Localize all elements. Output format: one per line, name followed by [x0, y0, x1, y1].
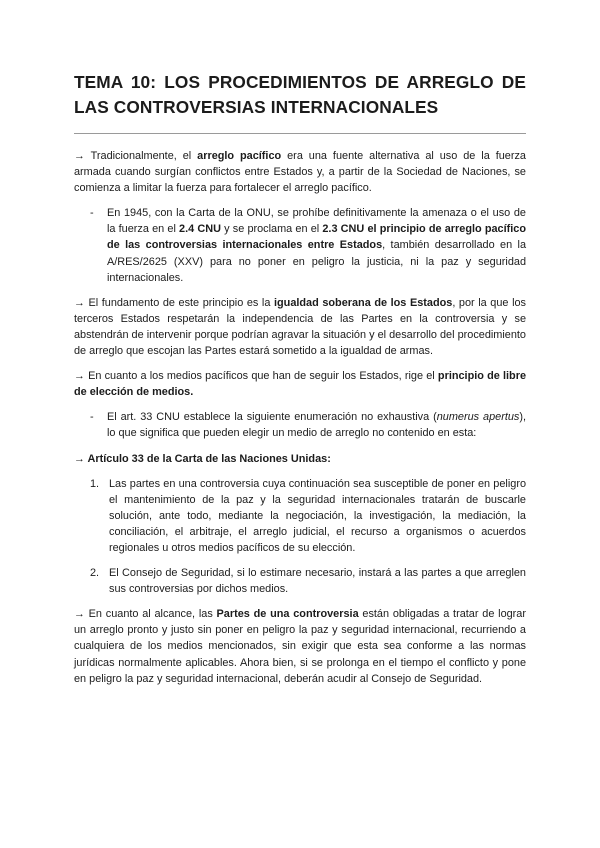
page-title: TEMA 10: LOS PROCEDIMIENTOS DE ARREGLO DE LAS CONTROVERSIAS INTERNACIONALES	[74, 72, 526, 117]
arrow-icon: →	[74, 296, 85, 309]
numbered-item-1: 1. Las partes en una controversia cuya continuación sea susceptible de poner en peligro el mantenimiento de la paz y la seguridad internacionales tratarán de buscarle solución, ante todo, mediante la negociación, la investigación, la mediación, la conciliación, el arbitraje, el arreglo judicial, el recurso a organismos o acuerdos regionales u otros medios pacíficos de su elección.	[90, 477, 526, 554]
item-number: 1.	[90, 477, 100, 490]
dash-bullet: -	[90, 411, 94, 424]
paragraph-alcance: → En cuanto al alcance, las Partes de una controversia están obligadas a tratar de lograr un arreglo pronto y justo sin poner en peligro la paz y seguridad internacional, recurriendo a cualquiera de los medios mencionados, sin exigir que esta sea conforme a las normas jurídicas normalmente aplicables. Ahora bien, si se prolonga en el tiempo el conflicto y pone en peligro la paz y seguridad internacional, deberán acudir al Consejo de Seguridad.	[74, 608, 526, 685]
section-heading-art33: → Artículo 33 de la Carta de las Naciones Unidas:	[74, 452, 331, 465]
list-item-art33: - El art. 33 CNU establece la siguiente enumeración no exhaustiva (numerus apertus), lo que significa que pueden elegir un medio de arreglo no contenido en esta:	[90, 411, 527, 440]
dash-bullet: -	[90, 207, 94, 220]
arrow-icon: →	[74, 608, 85, 621]
list-item-carta-onu: - En 1945, con la Carta de la ONU, se prohíbe definitivamente la amenaza o el uso de la fuerza en el 2.4 CNU y se proclama en el 2.3 CNU el principio de arreglo pacífico de las controversias internacionales entre Estados, también desarrollado en la A/RES/2625 (XXV) para no poner en peligro la justicia, ni la paz y seguridad internacionales.	[90, 207, 527, 284]
arrow-icon: →	[74, 370, 85, 383]
paragraph-medios: → En cuanto a los medios pacíficos que han de seguir los Estados, rige el principio de libre de elección de medios.	[74, 370, 526, 399]
paragraph-fundamento: → El fundamento de este principio es la igualdad soberana de los Estados, por la que los terceros Estados respetarán la independencia de las Partes en la controversia y se abstendrán de intervenir porque podrían agravar la situación y el desarrollo del procedimiento de arreglo que escojan las Partes estará sometido a la igualdad de armas.	[74, 296, 526, 358]
arrow-icon: →	[74, 452, 85, 465]
title-divider	[74, 133, 526, 134]
arrow-icon: →	[74, 150, 85, 162]
paragraph-intro: → Tradicionalmente, el arreglo pacífico era una fuente alternativa al uso de la fuerza armada cuando surgían conflictos entre Estados y, a partir de la Sociedad de Naciones, se comienza a limitar la fuerza para fortalecer el arreglo pacífico.	[74, 150, 526, 195]
item-number: 2.	[90, 567, 100, 580]
numbered-item-2: 2. El Consejo de Seguridad, si lo estimare necesario, instará a las partes a que arreglen sus controversias por dichos medios.	[90, 567, 526, 596]
